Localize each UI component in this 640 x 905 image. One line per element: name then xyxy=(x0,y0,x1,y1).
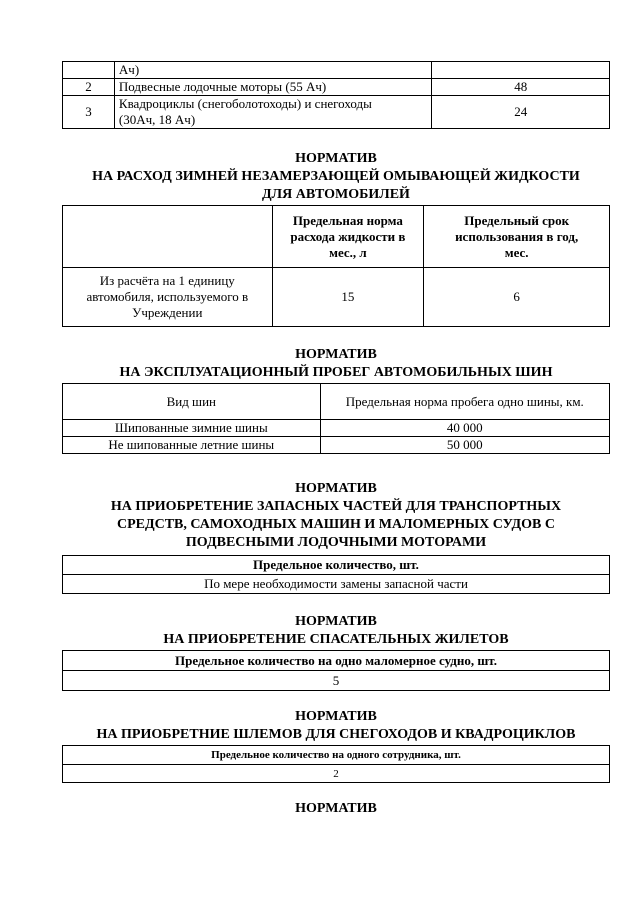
value-cell: По мере необходимости замены запасной части xyxy=(63,575,610,594)
washer-fluid-table xyxy=(62,205,610,327)
row-value: 48 xyxy=(432,79,610,96)
header-line: мес., л xyxy=(329,244,367,260)
header-line: Предельный срок xyxy=(464,212,570,228)
helmets-table xyxy=(62,745,610,783)
value-cell: 5 xyxy=(63,671,610,691)
term-value: 6 xyxy=(424,268,610,327)
tire-km: 40 000 xyxy=(320,420,609,437)
table-header-row xyxy=(63,651,610,671)
heading-line: НА ПРИОБРЕТНИЕ ШЛЕМОВ ДЛЯ СНЕГОХОДОВ И КВАДРОЦИКЛОВ xyxy=(96,727,576,742)
heading-line: НОРМАТИВ xyxy=(295,709,377,724)
heading-line: НОРМАТИВ xyxy=(295,801,377,816)
heading-line: НА РАСХОД ЗИМНЕЙ НЕЗАМЕРЗАЮЩЕЙ ОМЫВАЮЩЕЙ ЖИДКОСТИ xyxy=(92,169,580,184)
table-row xyxy=(63,96,610,129)
row-name-line: (30Ач, 18 Ач) xyxy=(118,112,196,127)
row-value: 24 xyxy=(432,96,610,129)
section-heading xyxy=(62,480,610,552)
table-header-row xyxy=(63,384,610,420)
section-heading xyxy=(62,613,610,649)
table-row xyxy=(63,420,610,437)
section-heading xyxy=(62,800,610,818)
table-row xyxy=(63,671,610,691)
header-cell: Вид шин xyxy=(63,384,321,420)
header-cell: Предельное количество на одно маломерное судно, шт. xyxy=(63,651,610,671)
heading-line: ДЛЯ АВТОМОБИЛЕЙ xyxy=(262,187,410,202)
table-row xyxy=(63,79,610,96)
heading-line: НА ЭКСПЛУАТАЦИОННЫЙ ПРОБЕГ АВТОМОБИЛЬНЫХ ШИН xyxy=(119,365,553,380)
table-header-row xyxy=(63,556,610,575)
header-cell xyxy=(272,206,424,268)
header-cell xyxy=(63,206,273,268)
table-row xyxy=(63,62,610,79)
value-cell: 2 xyxy=(63,765,610,783)
life-jackets-table xyxy=(62,650,610,691)
row-number: 2 xyxy=(63,79,115,96)
section-heading xyxy=(62,708,610,744)
heading-line: НОРМАТИВ xyxy=(295,481,377,496)
section-heading xyxy=(62,346,610,382)
header-cell: Предельное количество, шт. xyxy=(63,556,610,575)
tire-type: Шипованные зимние шины xyxy=(63,420,321,437)
norm-value: 15 xyxy=(272,268,424,327)
row-number: 3 xyxy=(63,96,115,129)
table-row xyxy=(63,268,610,327)
row-name: Подвесные лодочные моторы (55 Ач) xyxy=(114,79,431,96)
table-header-row xyxy=(63,206,610,268)
row-label-line: автомобиля, используемого в xyxy=(86,289,249,304)
tire-type: Не шипованные летние шины xyxy=(63,437,321,454)
table-header-row xyxy=(63,746,610,765)
header-line: использования в год, xyxy=(455,228,579,244)
heading-line: НА ПРИОБРЕТЕНИЕ СПАСАТЕЛЬНЫХ ЖИЛЕТОВ xyxy=(163,632,509,647)
tire-km: 50 000 xyxy=(320,437,609,454)
row-label-line: Из расчёта на 1 единицу xyxy=(99,273,235,288)
heading-line: НОРМАТИВ xyxy=(295,614,377,629)
heading-line: НОРМАТИВ xyxy=(295,347,377,362)
row-value xyxy=(432,62,610,79)
header-line: Предельная норма xyxy=(292,212,403,228)
section-heading xyxy=(62,150,610,204)
header-cell: Предельная норма пробега одно шины, км. xyxy=(320,384,609,420)
heading-line: НА ПРИОБРЕТЕНИЕ ЗАПАСНЫХ ЧАСТЕЙ ДЛЯ ТРАНСПОРТНЫХ xyxy=(110,499,562,514)
heading-line: СРЕДСТВ, САМОХОДНЫХ МАШИН И МАЛОМЕРНЫХ СУДОВ С xyxy=(116,517,556,532)
table-row xyxy=(63,575,610,594)
row-name: Ач) xyxy=(114,62,431,79)
header-line: расхода жидкости в xyxy=(290,228,406,244)
heading-line: НОРМАТИВ xyxy=(295,151,377,166)
row-name-line: Квадроциклы (снегоболотоходы) и снегоходы xyxy=(118,96,372,111)
row-label-line: Учреждении xyxy=(132,305,203,320)
header-line: мес. xyxy=(504,244,529,260)
row-name xyxy=(114,96,431,129)
battery-table xyxy=(62,61,610,129)
table-row xyxy=(63,437,610,454)
header-cell: Предельное количество на одного сотрудника, шт. xyxy=(63,746,610,765)
tire-mileage-table xyxy=(62,383,610,454)
spare-parts-table xyxy=(62,555,610,594)
header-cell xyxy=(424,206,610,268)
row-label xyxy=(63,268,273,327)
table-row xyxy=(63,765,610,783)
row-number xyxy=(63,62,115,79)
heading-line: ПОДВЕСНЫМИ ЛОДОЧНЫМИ МОТОРАМИ xyxy=(185,535,487,550)
